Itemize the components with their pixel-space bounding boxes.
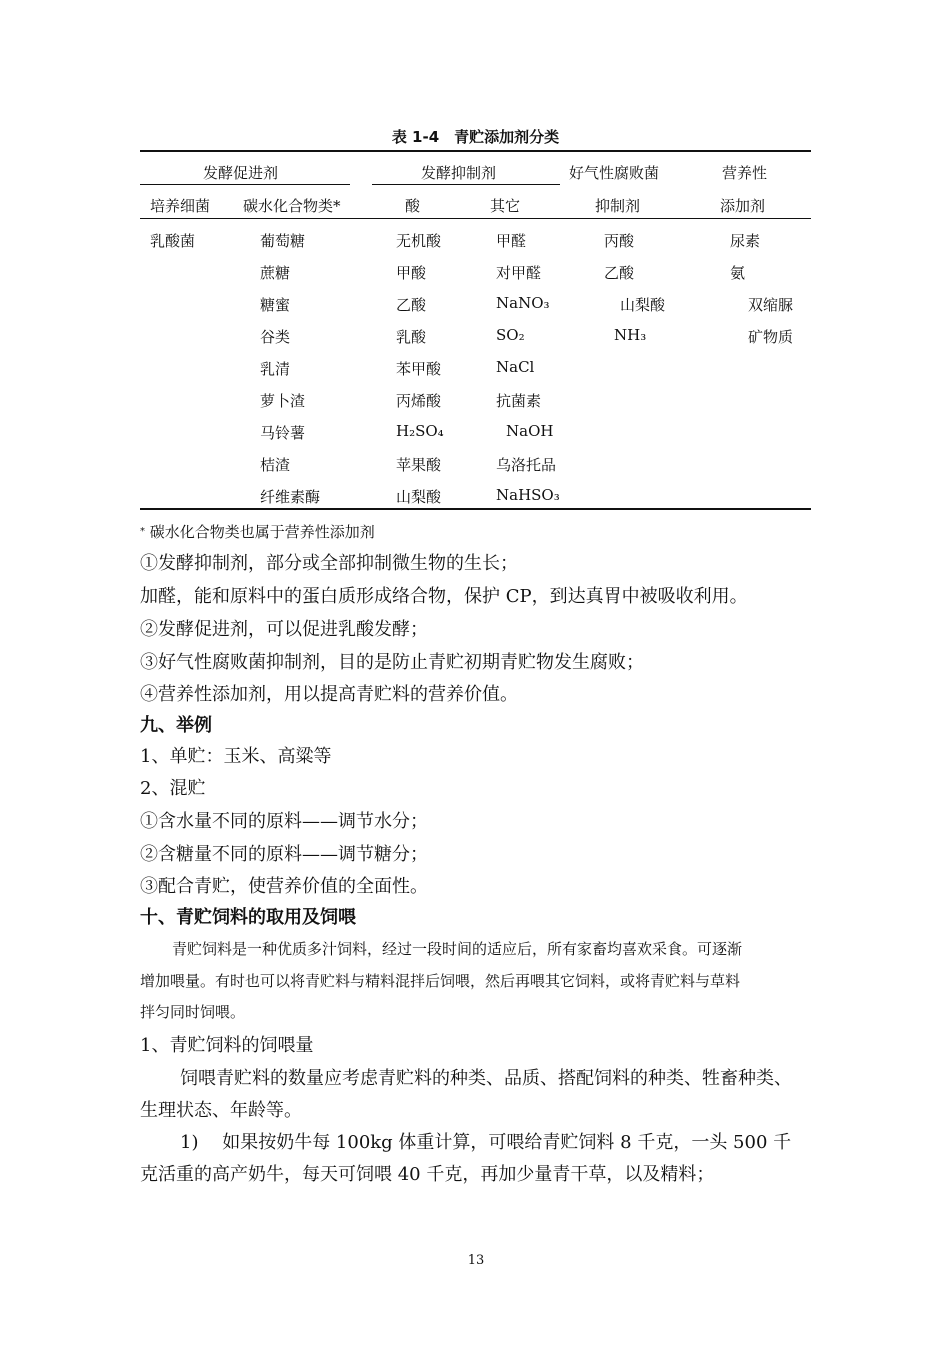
page-number: 13 (467, 1253, 485, 1268)
body-line: ③配合青贮，使营养价值的全面性。 (140, 876, 428, 897)
table-cell: 山梨酸 (396, 488, 442, 506)
body-line: 2、混贮 (140, 778, 206, 799)
table-header-rule (140, 218, 811, 219)
body-line: 加醛，能和原料中的蛋白质形成络合物，保护 CP，到达真胃中被吸收利用。 (140, 586, 748, 607)
header-underline-inhibitor (372, 184, 560, 185)
table-cell: NaHSO₃ (496, 486, 560, 504)
table-cell: 甲酸 (396, 264, 427, 282)
table-cell: 乳酸 (396, 328, 427, 346)
footnote-text: 碳水化合物类也属于营养性添加剂 (149, 523, 375, 541)
header-underline-promoter (140, 184, 350, 185)
paragraph-line: 青贮饲料是一种优质多汁饲料，经过一段时间的适应后，所有家畜均喜欢采食。可逐渐 (172, 940, 743, 958)
paragraph-line: 拌匀同时饲喂。 (140, 1003, 246, 1021)
group-header-promoter: 发酵促进剂 (203, 164, 279, 182)
table-top-rule (140, 150, 811, 152)
sub-header-nutrient-additive: 添加剂 (720, 197, 766, 215)
table-cell: 对甲醛 (496, 264, 542, 282)
paragraph-line: 饲喂青贮料的数量应考虑青贮料的种类、品质、搭配饲料的种类、牲畜种类、 (180, 1068, 792, 1089)
table-cell: 苹果酸 (396, 456, 442, 474)
table-cell: 乳清 (260, 360, 291, 378)
group-header-nutrient: 营养性 (722, 164, 768, 182)
table-cell: NH₃ (614, 326, 647, 344)
section-heading: 九、举例 (140, 715, 212, 736)
table-cell: 山梨酸 (620, 296, 666, 314)
sub-header-aerobic-inhibitor: 抑制剂 (595, 197, 641, 215)
sub-header-carbs: 碳水化合物类* (243, 197, 341, 215)
table-cell: 桔渣 (260, 456, 291, 474)
table-cell: 谷类 (260, 328, 291, 346)
paragraph-line: 1) 如果按奶牛每 100kg 体重计算，可喂给青贮饲料 8 千克，一头 500 千 (180, 1132, 792, 1153)
paragraph-line: 生理状态、年龄等。 (140, 1100, 302, 1121)
table-cell: 丙烯酸 (396, 392, 442, 410)
body-line: 1、青贮饲料的饲喂量 (140, 1035, 314, 1056)
table-cell: 乳酸菌 (150, 232, 196, 250)
body-line: 1、单贮：玉米、高粱等 (140, 746, 332, 767)
paragraph-line: 增加喂量。有时也可以将青贮料与精料混拌后饲喂，然后再喂其它饲料，或将青贮料与草料 (140, 972, 741, 990)
table-cell: H₂SO₄ (396, 422, 444, 440)
table-footnote (140, 521, 375, 542)
table-cell: 蔗糖 (260, 264, 291, 282)
body-line: ②含糖量不同的原料——调节糖分； (140, 844, 428, 865)
sub-header-bacteria: 培养细菌 (150, 197, 211, 215)
table-caption: 表 1-4 青贮添加剂分类 (391, 128, 560, 146)
table-cell: 氨 (730, 264, 746, 282)
table-cell: NaOH (506, 422, 554, 440)
table-cell: 抗菌素 (496, 392, 542, 410)
table-cell: 糖蜜 (260, 296, 291, 314)
table-cell: NaNO₃ (496, 294, 550, 312)
table-cell: NaCl (496, 358, 535, 376)
table-cell: 苯甲酸 (396, 360, 442, 378)
table-cell: 双缩脲 (748, 296, 794, 314)
table-cell: 乙酸 (396, 296, 427, 314)
sub-header-other: 其它 (490, 197, 521, 215)
body-line: ②发酵促进剂，可以促进乳酸发酵； (140, 619, 428, 640)
footnote-mark: * (140, 526, 145, 537)
table-cell: 尿素 (730, 232, 761, 250)
table-cell: 乌洛托品 (496, 456, 557, 474)
section-heading: 十、青贮饲料的取用及饲喂 (140, 907, 356, 928)
sub-header-acids: 酸 (405, 197, 421, 215)
paragraph-line: 克活重的高产奶牛，每天可饲喂 40 千克，再加少量青干草，以及精料； (140, 1164, 715, 1185)
table-cell: SO₂ (496, 326, 525, 344)
group-header-inhibitor: 发酵抑制剂 (421, 164, 497, 182)
table-cell: 无机酸 (396, 232, 442, 250)
table-cell: 乙酸 (604, 264, 635, 282)
group-header-aerobic: 好气性腐败菌 (569, 164, 660, 182)
table-cell: 矿物质 (748, 328, 794, 346)
body-line: ④营养性添加剂，用以提高青贮料的营养价值。 (140, 684, 518, 705)
table-cell: 马铃薯 (260, 424, 306, 442)
table-cell: 萝卜渣 (260, 392, 306, 410)
body-line: ①发酵抑制剂，部分或全部抑制微生物的生长； (140, 553, 518, 574)
table-cell: 纤维素酶 (260, 488, 321, 506)
body-line: ①含水量不同的原料——调节水分； (140, 811, 428, 832)
table-cell: 丙酸 (604, 232, 635, 250)
table-cell: 葡萄糖 (260, 232, 306, 250)
table-bottom-rule (140, 508, 811, 510)
table-cell: 甲醛 (496, 232, 527, 250)
body-line: ③好气性腐败菌抑制剂，目的是防止青贮初期青贮物发生腐败； (140, 652, 644, 673)
